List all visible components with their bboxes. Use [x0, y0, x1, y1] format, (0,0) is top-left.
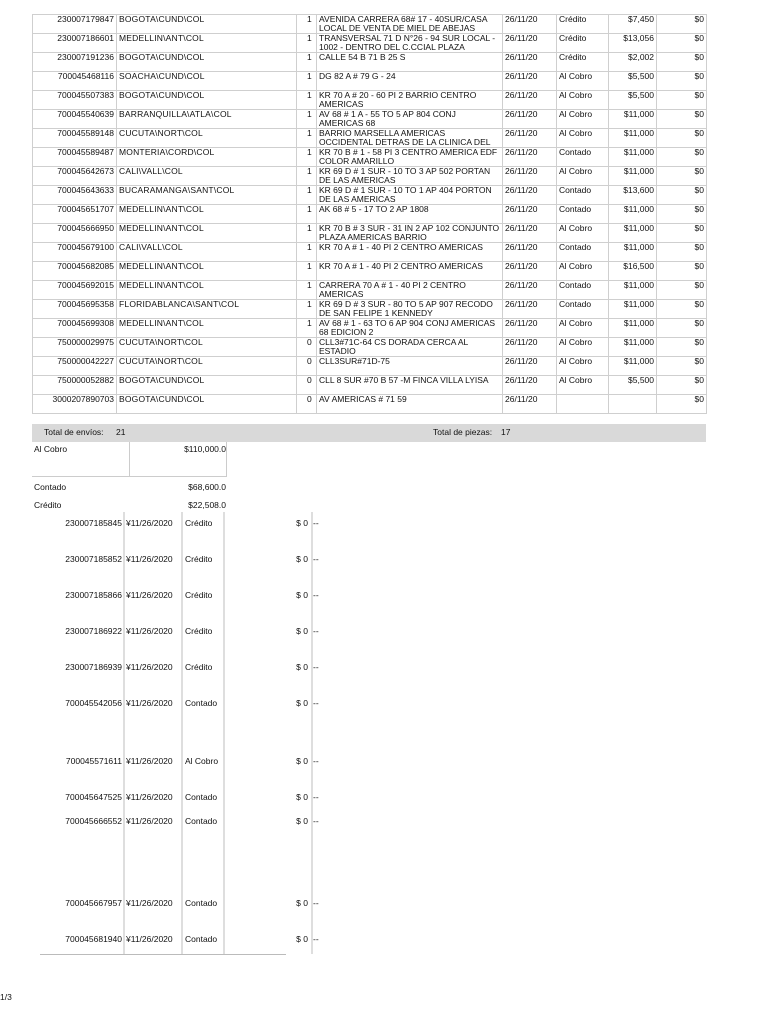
- pieces-cell: 1: [297, 243, 317, 262]
- pieces-cell: 0: [297, 395, 317, 414]
- pieces-cell: 1: [297, 167, 317, 186]
- payment-type-cell: Contado: [557, 300, 609, 319]
- table-row: [33, 167, 707, 186]
- payment-type-cell: Al Cobro: [557, 224, 609, 243]
- city-cell: CUCUTA\NORT\COL: [117, 338, 297, 357]
- guia-cell: 230007186601: [33, 34, 117, 53]
- city-cell: MEDELLIN\ANT\COL: [117, 205, 297, 224]
- date-cell: ¥11/26/2020: [126, 698, 173, 708]
- city-cell: BOGOTA\CUND\COL: [117, 53, 297, 72]
- date-cell: 26/11/20: [503, 91, 557, 110]
- payment-type-cell: Crédito: [557, 34, 609, 53]
- amount-cell: $ 0: [296, 792, 308, 802]
- payment-type-cell: Contado: [185, 816, 218, 826]
- date-cell: ¥11/26/2020: [126, 518, 173, 528]
- address-cell: TRANSVERSAL 71 D N°26 - 94 SUR LOCAL - 1002 - DENTRO DEL C.CCIAL PLAZA: [317, 34, 503, 53]
- address-cell: KR 70 B # 1 - 58 PI 3 CENTRO AMERICA EDF COLOR AMARILLO: [317, 148, 503, 167]
- guia-cell: 700045642673: [33, 167, 117, 186]
- address-cell: KR 70 B # 3 SUR - 31 IN 2 AP 102 CONJUNTO PLAZA AMERICAS BARRIO: [317, 224, 503, 243]
- payment-type-cell: Crédito: [557, 53, 609, 72]
- address-cell: CLL 8 SUR #70 B 57 -M FINCA VILLA LYISA: [317, 376, 503, 395]
- pieces-cell: 1: [297, 281, 317, 300]
- dash-cell: --: [313, 934, 319, 944]
- list-item: [40, 551, 319, 565]
- date-cell: 26/11/20: [503, 319, 557, 338]
- extra-amount-cell: $0: [657, 186, 707, 205]
- guia-cell: 700045468116: [33, 72, 117, 91]
- extra-amount-cell: $0: [657, 357, 707, 376]
- address-cell: KR 69 D # 3 SUR - 80 TO 5 AP 907 RECODO DE SAN FELIPE 1 KENNEDY: [317, 300, 503, 319]
- amount-cell: $11,000: [609, 357, 657, 376]
- amount-cell: $ 0: [296, 590, 308, 600]
- amount-cell: $7,450: [609, 15, 657, 34]
- pieces-cell: 1: [297, 34, 317, 53]
- extra-amount-cell: $0: [657, 395, 707, 414]
- total-envios-label: Total de envíos:: [44, 427, 104, 437]
- amount-cell: $ 0: [296, 934, 308, 944]
- city-cell: MEDELLIN\ANT\COL: [117, 262, 297, 281]
- pieces-cell: 0: [297, 338, 317, 357]
- pieces-cell: 1: [297, 319, 317, 338]
- amount-cell: $ 0: [296, 626, 308, 636]
- payment-type-cell: Crédito: [185, 626, 213, 636]
- date-cell: 26/11/20: [503, 395, 557, 414]
- amount-cell: $11,000: [609, 338, 657, 357]
- summary-label: Crédito: [34, 500, 62, 510]
- extra-amount-cell: $0: [657, 148, 707, 167]
- column-divider: [223, 512, 225, 954]
- table-row: [33, 319, 707, 338]
- payment-type-cell: Crédito: [557, 15, 609, 34]
- payment-type-cell: Al Cobro: [557, 72, 609, 91]
- amount-cell: $5,500: [609, 376, 657, 395]
- extra-amount-cell: $0: [657, 34, 707, 53]
- payment-type-cell: Al Cobro: [557, 167, 609, 186]
- city-cell: BOGOTA\CUND\COL: [117, 376, 297, 395]
- date-cell: ¥11/26/2020: [126, 898, 173, 908]
- guia-cell: 700045692015: [33, 281, 117, 300]
- pieces-cell: 1: [297, 224, 317, 243]
- pieces-cell: 1: [297, 148, 317, 167]
- date-cell: 26/11/20: [503, 243, 557, 262]
- amount-cell: $11,000: [609, 281, 657, 300]
- city-cell: FLORIDABLANCA\SANT\COL: [117, 300, 297, 319]
- address-cell: AV AMERICAS # 71 59: [317, 395, 503, 414]
- extra-amount-cell: $0: [657, 91, 707, 110]
- pieces-cell: 1: [297, 300, 317, 319]
- city-cell: CUCUTA\NORT\COL: [117, 129, 297, 148]
- table-row: [33, 72, 707, 91]
- payment-type-cell: Contado: [557, 243, 609, 262]
- date-cell: 26/11/20: [503, 357, 557, 376]
- address-cell: KR 70 A # 1 - 40 PI 2 CENTRO AMERICAS: [317, 243, 503, 262]
- guia-cell: 230007185852: [65, 554, 122, 564]
- summary-label: Contado: [34, 482, 67, 492]
- extra-amount-cell: $0: [657, 243, 707, 262]
- dash-cell: --: [313, 698, 319, 708]
- address-cell: AV 68 # 1 - 63 TO 6 AP 904 CONJ AMERICAS 68 EDICION 2: [317, 319, 503, 338]
- date-cell: 26/11/20: [503, 186, 557, 205]
- amount-cell: $13,056: [609, 34, 657, 53]
- city-cell: CALI\VALL\COL: [117, 167, 297, 186]
- extra-amount-cell: $0: [657, 262, 707, 281]
- city-cell: SOACHA\CUND\COL: [117, 72, 297, 91]
- pieces-cell: 1: [297, 110, 317, 129]
- pieces-cell: 1: [297, 15, 317, 34]
- city-cell: BUCARAMANGA\SANT\COL: [117, 186, 297, 205]
- payment-type-cell: Al Cobro: [557, 110, 609, 129]
- extra-amount-cell: $0: [657, 53, 707, 72]
- extra-amount-cell: $0: [657, 376, 707, 395]
- table-row: [33, 395, 707, 414]
- pieces-cell: 1: [297, 91, 317, 110]
- table-row: [33, 281, 707, 300]
- amount-cell: $5,500: [609, 72, 657, 91]
- summary-value: $68,600.0: [188, 482, 226, 492]
- dash-cell: --: [313, 792, 319, 802]
- amount-cell: $ 0: [296, 554, 308, 564]
- amount-cell: $ 0: [296, 698, 308, 708]
- guia-cell: 230007186922: [65, 626, 122, 636]
- payment-type-cell: Contado: [557, 205, 609, 224]
- extra-amount-cell: $0: [657, 300, 707, 319]
- table-row: [33, 243, 707, 262]
- extra-amount-cell: $0: [657, 281, 707, 300]
- guia-cell: 700045507383: [33, 91, 117, 110]
- pieces-cell: 1: [297, 53, 317, 72]
- table-row: [33, 186, 707, 205]
- dash-cell: --: [313, 816, 319, 826]
- city-cell: BOGOTA\CUND\COL: [117, 395, 297, 414]
- guia-cell: 230007185866: [65, 590, 122, 600]
- amount-cell: $11,000: [609, 319, 657, 338]
- amount-cell: $5,500: [609, 91, 657, 110]
- payment-type-cell: Crédito: [185, 662, 213, 672]
- payment-type-cell: Al Cobro: [185, 756, 219, 766]
- amount-cell: $11,000: [609, 300, 657, 319]
- date-cell: ¥11/26/2020: [126, 626, 173, 636]
- payment-type-cell: Al Cobro: [557, 376, 609, 395]
- payment-type-cell: Contado: [557, 281, 609, 300]
- amount-cell: $11,000: [609, 167, 657, 186]
- date-cell: ¥11/26/2020: [126, 816, 173, 826]
- payment-type-cell: Crédito: [185, 518, 213, 528]
- page-number: 1/3: [0, 992, 12, 1002]
- extra-amount-cell: $0: [657, 110, 707, 129]
- list-item: [40, 931, 319, 945]
- payment-type-cell: Al Cobro: [557, 319, 609, 338]
- extra-amount-cell: $0: [657, 72, 707, 91]
- table-row: [33, 148, 707, 167]
- amount-cell: $ 0: [296, 518, 308, 528]
- guia-cell: 230007179847: [33, 15, 117, 34]
- payment-type-cell: Al Cobro: [557, 357, 609, 376]
- address-cell: KR 70 A # 20 - 60 PI 2 BARRIO CENTRO AMERICAS: [317, 91, 503, 110]
- city-cell: MONTERIA\CORD\COL: [117, 148, 297, 167]
- guia-cell: 700045589487: [33, 148, 117, 167]
- guia-cell: 700045695358: [33, 300, 117, 319]
- guia-cell: 700045540639: [33, 110, 117, 129]
- list-item: [40, 813, 319, 827]
- list-item: [40, 659, 319, 673]
- payment-type-cell: Al Cobro: [557, 338, 609, 357]
- column-divider: [123, 512, 125, 954]
- amount-cell: $11,000: [609, 243, 657, 262]
- table-row: [33, 129, 707, 148]
- pieces-cell: 0: [297, 376, 317, 395]
- pieces-cell: 1: [297, 72, 317, 91]
- amount-cell: $11,000: [609, 110, 657, 129]
- address-cell: CLL3#71C-64 CS DORADA CERCA AL ESTADIO: [317, 338, 503, 357]
- date-cell: ¥11/26/2020: [126, 934, 173, 944]
- guia-cell: 750000042227: [33, 357, 117, 376]
- totals-row: [32, 424, 706, 442]
- amount-cell: $13,600: [609, 186, 657, 205]
- guia-cell: 230007185845: [65, 518, 122, 528]
- date-cell: 26/11/20: [503, 376, 557, 395]
- list-item: [40, 789, 319, 803]
- table-row: [33, 53, 707, 72]
- total-envios-value: 21: [116, 427, 126, 437]
- sub-table-bottom-rule: [40, 954, 286, 955]
- city-cell: CALI\VALL\COL: [117, 243, 297, 262]
- list-item: [40, 587, 319, 601]
- table-row: [33, 357, 707, 376]
- dash-cell: --: [313, 898, 319, 908]
- pieces-cell: 1: [297, 262, 317, 281]
- address-cell: AVENIDA CARRERA 68# 17 - 40SUR/CASA LOCAL DE VENTA DE MIEL DE ABEJAS: [317, 15, 503, 34]
- date-cell: ¥11/26/2020: [126, 756, 173, 766]
- date-cell: ¥11/26/2020: [126, 662, 173, 672]
- dash-cell: --: [313, 626, 319, 636]
- amount-cell: $ 0: [296, 898, 308, 908]
- total-piezas-value: 17: [501, 427, 511, 437]
- payment-type-cell: Al Cobro: [557, 91, 609, 110]
- amount-cell: $ 0: [296, 756, 308, 766]
- guia-cell: 700045643633: [33, 186, 117, 205]
- summary-row-contado: [32, 480, 226, 496]
- date-cell: 26/11/20: [503, 262, 557, 281]
- payment-type-cell: Contado: [185, 792, 218, 802]
- date-cell: 26/11/20: [503, 34, 557, 53]
- extra-amount-cell: $0: [657, 15, 707, 34]
- city-cell: CUCUTA\NORT\COL: [117, 357, 297, 376]
- amount-cell: $16,500: [609, 262, 657, 281]
- address-cell: KR 69 D # 1 SUR - 10 TO 1 AP 404 PORTON DE LAS AMERICAS: [317, 186, 503, 205]
- amount-cell: [609, 395, 657, 414]
- list-item: [40, 753, 319, 767]
- summary-row-al-cobro: [32, 442, 226, 458]
- amount-cell: $2,002: [609, 53, 657, 72]
- dash-cell: --: [313, 590, 319, 600]
- date-cell: 26/11/20: [503, 129, 557, 148]
- guia-cell: 700045589148: [33, 129, 117, 148]
- table-row: [33, 300, 707, 319]
- guia-cell: 700045666552: [65, 816, 122, 826]
- guia-cell: 700045699308: [33, 319, 117, 338]
- payment-type-cell: Contado: [185, 698, 218, 708]
- date-cell: 26/11/20: [503, 15, 557, 34]
- summary-value: $22,508.0: [188, 500, 226, 510]
- date-cell: 26/11/20: [503, 148, 557, 167]
- list-item: [40, 623, 319, 637]
- date-cell: 26/11/20: [503, 205, 557, 224]
- table-row: [33, 110, 707, 129]
- dash-cell: --: [313, 554, 319, 564]
- extra-amount-cell: $0: [657, 319, 707, 338]
- guia-cell: 700045681940: [65, 934, 122, 944]
- city-cell: MEDELLIN\ANT\COL: [117, 319, 297, 338]
- summary-label: Al Cobro: [34, 444, 68, 454]
- pieces-cell: 1: [297, 205, 317, 224]
- table-row: [33, 91, 707, 110]
- extra-amount-cell: $0: [657, 338, 707, 357]
- date-cell: ¥11/26/2020: [126, 554, 173, 564]
- city-cell: BOGOTA\CUND\COL: [117, 91, 297, 110]
- table-row: [33, 262, 707, 281]
- city-cell: MEDELLIN\ANT\COL: [117, 224, 297, 243]
- guia-cell: 3000207890703: [33, 395, 117, 414]
- address-cell: CARRERA 70 A # 1 - 40 PI 2 CENTRO AMERICAS: [317, 281, 503, 300]
- table-row: [33, 376, 707, 395]
- guia-cell: 700045679100: [33, 243, 117, 262]
- pieces-cell: 0: [297, 357, 317, 376]
- guia-cell: 750000029975: [33, 338, 117, 357]
- extra-amount-cell: $0: [657, 205, 707, 224]
- payment-type-cell: Contado: [557, 186, 609, 205]
- pieces-cell: 1: [297, 186, 317, 205]
- amount-cell: $11,000: [609, 129, 657, 148]
- date-cell: 26/11/20: [503, 300, 557, 319]
- summary-row-credito: [32, 498, 226, 514]
- amount-cell: $11,000: [609, 205, 657, 224]
- date-cell: 26/11/20: [503, 167, 557, 186]
- payment-type-cell: Contado: [185, 934, 218, 944]
- date-cell: 26/11/20: [503, 338, 557, 357]
- address-cell: AV 68 # 1 A - 55 TO 5 AP 804 CONJ AMERICAS 68: [317, 110, 503, 129]
- amount-cell: $ 0: [296, 662, 308, 672]
- city-cell: MEDELLIN\ANT\COL: [117, 34, 297, 53]
- date-cell: 26/11/20: [503, 72, 557, 91]
- guia-cell: 700045651707: [33, 205, 117, 224]
- date-cell: 26/11/20: [503, 224, 557, 243]
- table-row: [33, 15, 707, 34]
- payment-type-cell: Al Cobro: [557, 129, 609, 148]
- table-row: [33, 338, 707, 357]
- date-cell: 26/11/20: [503, 110, 557, 129]
- payment-type-cell: Crédito: [185, 554, 213, 564]
- guia-cell: 700045571611: [65, 756, 122, 766]
- amount-cell: $ 0: [296, 816, 308, 826]
- payment-type-cell: Al Cobro: [557, 262, 609, 281]
- payment-type-cell: Crédito: [185, 590, 213, 600]
- payment-type-cell: Contado: [185, 898, 218, 908]
- list-item: [40, 695, 319, 709]
- payment-type-cell: [557, 395, 609, 414]
- list-item: [40, 515, 319, 529]
- guia-cell: 700045666950: [33, 224, 117, 243]
- guia-cell: 230007186939: [65, 662, 122, 672]
- total-piezas-label: Total de piezas:: [433, 427, 493, 437]
- list-item: [40, 895, 319, 909]
- extra-amount-cell: $0: [657, 129, 707, 148]
- guia-cell: 700045647525: [65, 792, 122, 802]
- dash-cell: --: [313, 662, 319, 672]
- address-cell: KR 69 D # 1 SUR - 10 TO 3 AP 502 PORTAN DE LAS AMERICAS: [317, 167, 503, 186]
- guia-cell: 750000052882: [33, 376, 117, 395]
- amount-cell: $11,000: [609, 148, 657, 167]
- table-row: [33, 224, 707, 243]
- payment-type-cell: Contado: [557, 148, 609, 167]
- table-row: [33, 34, 707, 53]
- guia-cell: 230007191236: [33, 53, 117, 72]
- column-divider: [181, 512, 183, 954]
- date-cell: 26/11/20: [503, 53, 557, 72]
- shipments-table: [32, 14, 707, 414]
- summary-value: $110,000.0: [184, 444, 226, 454]
- guia-cell: 700045682085: [33, 262, 117, 281]
- address-cell: AK 68 # 5 - 17 TO 2 AP 1808: [317, 205, 503, 224]
- date-cell: 26/11/20: [503, 281, 557, 300]
- dash-cell: --: [313, 518, 319, 528]
- guia-cell: 700045542056: [65, 698, 122, 708]
- pieces-cell: 1: [297, 129, 317, 148]
- address-cell: KR 70 A # 1 - 40 PI 2 CENTRO AMERICAS: [317, 262, 503, 281]
- address-cell: CLL3SUR#71D-75: [317, 357, 503, 376]
- address-cell: DG 82 A # 79 G - 24: [317, 72, 503, 91]
- date-cell: ¥11/26/2020: [126, 792, 173, 802]
- amount-cell: $11,000: [609, 224, 657, 243]
- address-cell: BARRIO MARSELLA AMERICAS OCCIDENTAL DETRAS DE LA CLINICA DEL: [317, 129, 503, 148]
- date-cell: ¥11/26/2020: [126, 590, 173, 600]
- dash-cell: --: [313, 756, 319, 766]
- extra-amount-cell: $0: [657, 167, 707, 186]
- address-cell: CALLE 54 B 71 B 25 S: [317, 53, 503, 72]
- city-cell: MEDELLIN\ANT\COL: [117, 281, 297, 300]
- column-divider: [311, 512, 313, 954]
- extra-amount-cell: $0: [657, 224, 707, 243]
- city-cell: BARRANQUILLA\ATLA\COL: [117, 110, 297, 129]
- city-cell: BOGOTA\CUND\COL: [117, 15, 297, 34]
- table-row: [33, 205, 707, 224]
- guia-cell: 700045667957: [65, 898, 122, 908]
